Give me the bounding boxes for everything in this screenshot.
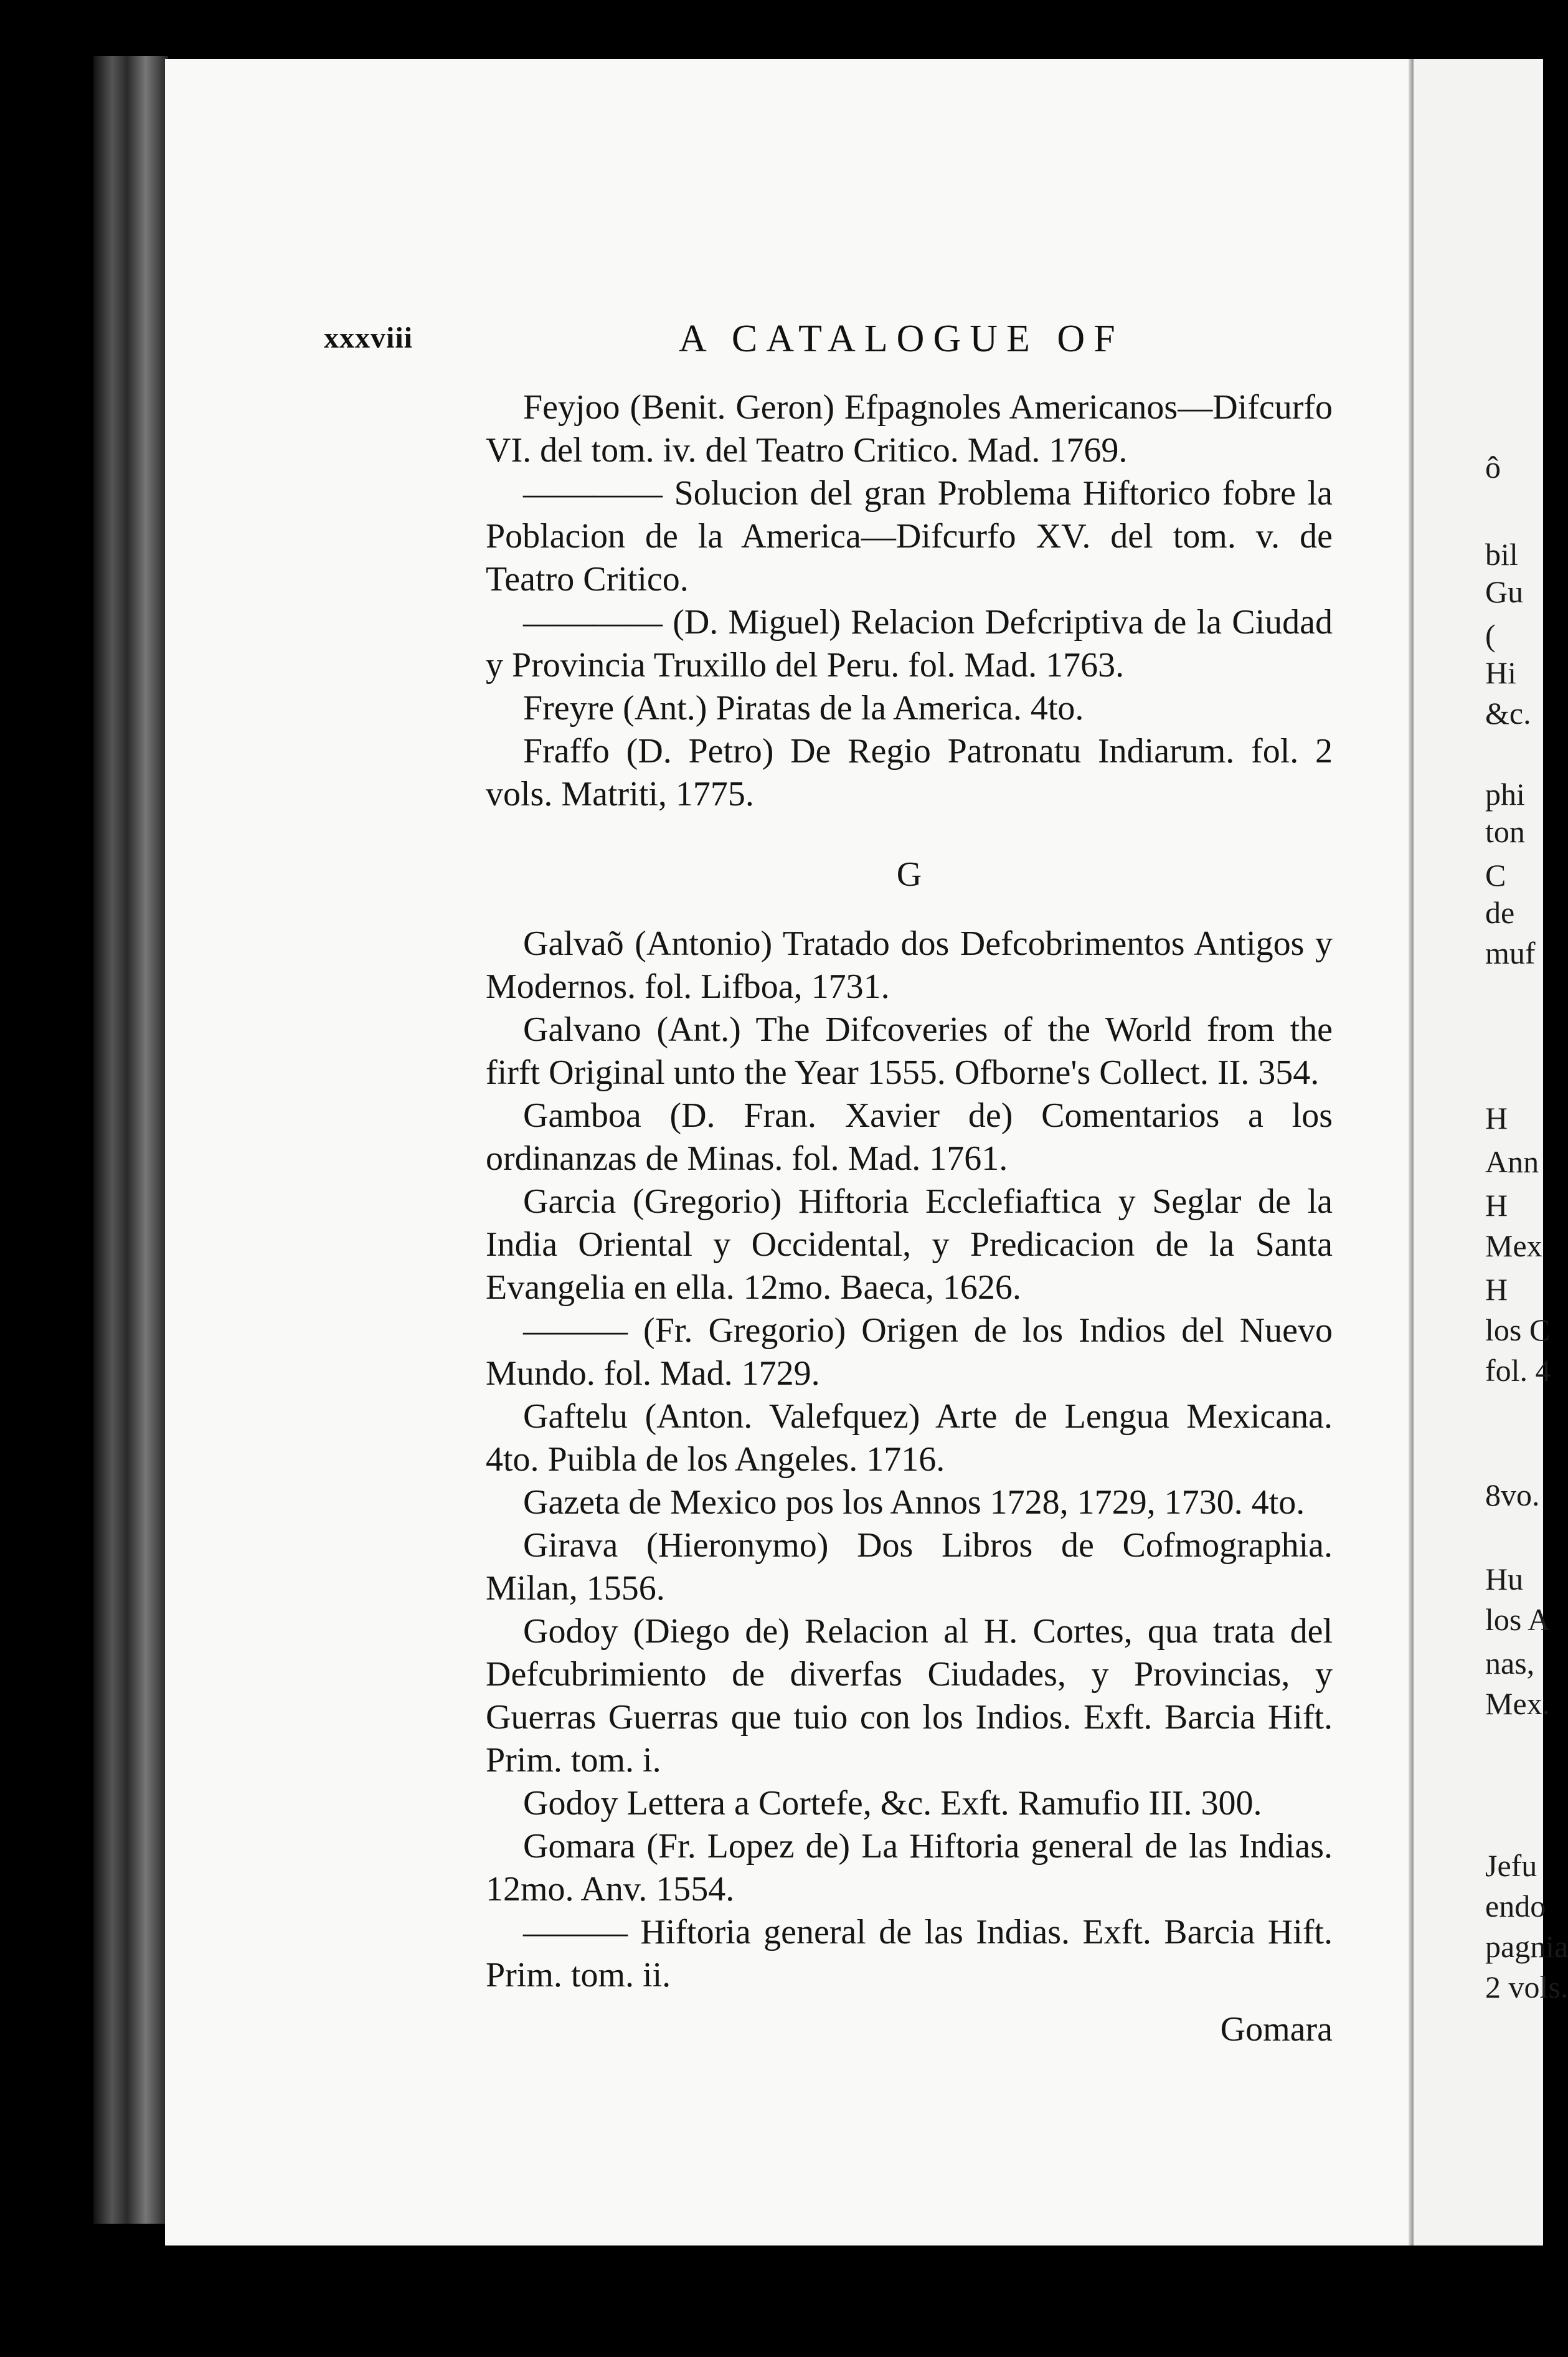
catalogue-entry: ——— Hiftoria general de las Indias. Exft. Barcia Hift. Prim. tom. ii. (486, 1913, 1333, 1994)
facing-page-fragment: nas, (1485, 1646, 1535, 1681)
facing-page-fragment: muf (1485, 936, 1536, 970)
catalogue-entry: Godoy Lettera a Cortefe, &c. Exft. Ramufio III. 300. (523, 1784, 1262, 1823)
facing-page-fragment: ton (1485, 814, 1525, 849)
running-title: A CATALOGUE OF (679, 318, 1124, 360)
catalogue-entry: Godoy (Diego de) Relacion al H. Cortes, qua trata del Defcubrimiento de diverfas Ciudades, y Provincias, y Guerras Guerras que tuio con los Indios. Exft. Barcia Hift. Prim. tom. i. (486, 1612, 1333, 1780)
facing-page-fragment: phi (1485, 777, 1525, 812)
facing-page-fragment: ( (1485, 618, 1496, 653)
catalogue-entry: Garcia (Gregorio) Hiftoria Ecclefiaftica y Seglar de la India Oriental y Occidental, y Predicacion de la Santa Evangelia en ella. 12mo. Baeca, 1626. (486, 1182, 1333, 1307)
catalogue-entry: Galvaõ (Antonio) Tratado dos Defcobrimentos Antigos y Modernos. fol. Lifboa, 1731. (486, 924, 1333, 1006)
facing-page-fragment: ô (1485, 450, 1501, 485)
facing-page-fragment: Mex (1485, 1228, 1542, 1263)
facing-page-fragment: de (1485, 895, 1515, 930)
facing-page-fragment: Ann (1485, 1144, 1539, 1179)
facing-page-fragment: endo (1485, 1889, 1546, 1923)
facing-page-fragment: Jefu (1485, 1848, 1537, 1883)
catalogue-entry: Freyre (Ant.) Piratas de la America. 4to. (523, 689, 1084, 728)
facing-page-fragment: 8vo. (1485, 1477, 1540, 1512)
catalogue-entry: ———— Solucion del gran Problema Hiftorico fobre la Poblacion de la America—Difcurfo XV. del tom. v. de Teatro Critico. (486, 474, 1333, 599)
book-gutter (93, 56, 168, 2224)
facing-page-fragment: bil (1485, 537, 1518, 572)
page-header (324, 318, 1351, 364)
facing-page-fragment: pagnia (1485, 1929, 1568, 1964)
facing-page-fragment: H (1485, 1272, 1508, 1307)
catalogue-entry: Girava (Hieronymo) Dos Libros de Cofmographia. Milan, 1556. (486, 1526, 1333, 1608)
page-number: xxxviii (324, 321, 413, 354)
catalogue-entry: Feyjoo (Benit. Geron) Efpagnoles Americanos—Difcurfo VI. del tom. iv. del Teatro Critico. Mad. 1769. (486, 388, 1333, 470)
facing-page-fragment: fol. 4 (1485, 1353, 1551, 1388)
facing-page-fragment: los A (1485, 1602, 1551, 1637)
facing-page-fragment: &c. (1485, 696, 1531, 731)
catalogue-entry: Gazeta de Mexico pos los Annos 1728, 1729, 1730. 4to. (523, 1483, 1305, 1522)
catalogue-entry: Gomara (Fr. Lopez de) La Hiftoria general de las Indias. 12mo. Anv. 1554. (486, 1827, 1333, 1909)
facing-page-fragment: Gu (1485, 574, 1524, 609)
facing-page-fragment: H (1485, 1188, 1508, 1223)
facing-page-fragment: H (1485, 1101, 1508, 1136)
section-letter: G (896, 855, 922, 894)
facing-page-fragment: Hi (1485, 655, 1516, 690)
catchword: Gomara (1220, 2010, 1333, 2049)
catalogue-entry: ———— (D. Miguel) Relacion Defcriptiva de la Ciudad y Provincia Truxillo del Peru. fol. Mad. 1763. (486, 603, 1333, 685)
catalogue-entry: Gaftelu (Anton. Valefquez) Arte de Lengua Mexicana. 4to. Puibla de los Angeles. 1716. (486, 1397, 1333, 1479)
catalogue-text (486, 386, 1333, 2051)
catalogue-entry: ——— (Fr. Gregorio) Origen de los Indios del Nuevo Mundo. fol. Mad. 1729. (486, 1311, 1333, 1393)
facing-page-fragment: los C (1485, 1312, 1551, 1347)
catalogue-entry: Gamboa (D. Fran. Xavier de) Comentarios a los ordinanzas de Minas. fol. Mad. 1761. (486, 1096, 1333, 1178)
catalogue-entry: Galvano (Ant.) The Difcoveries of the World from the firft Original unto the Year 1555. Ofborne's Collect. II. 354. (486, 1010, 1333, 1092)
facing-page-fragment: C (1485, 858, 1506, 893)
facing-page-fragment: 2 vols. (1485, 1970, 1568, 2004)
facing-page-fragment: Mex. (1485, 1686, 1551, 1721)
catalogue-entry: Fraffo (D. Petro) De Regio Patronatu Indiarum. fol. 2 vols. Matriti, 1775. (486, 732, 1333, 813)
facing-page-fragment: Hu (1485, 1562, 1524, 1596)
